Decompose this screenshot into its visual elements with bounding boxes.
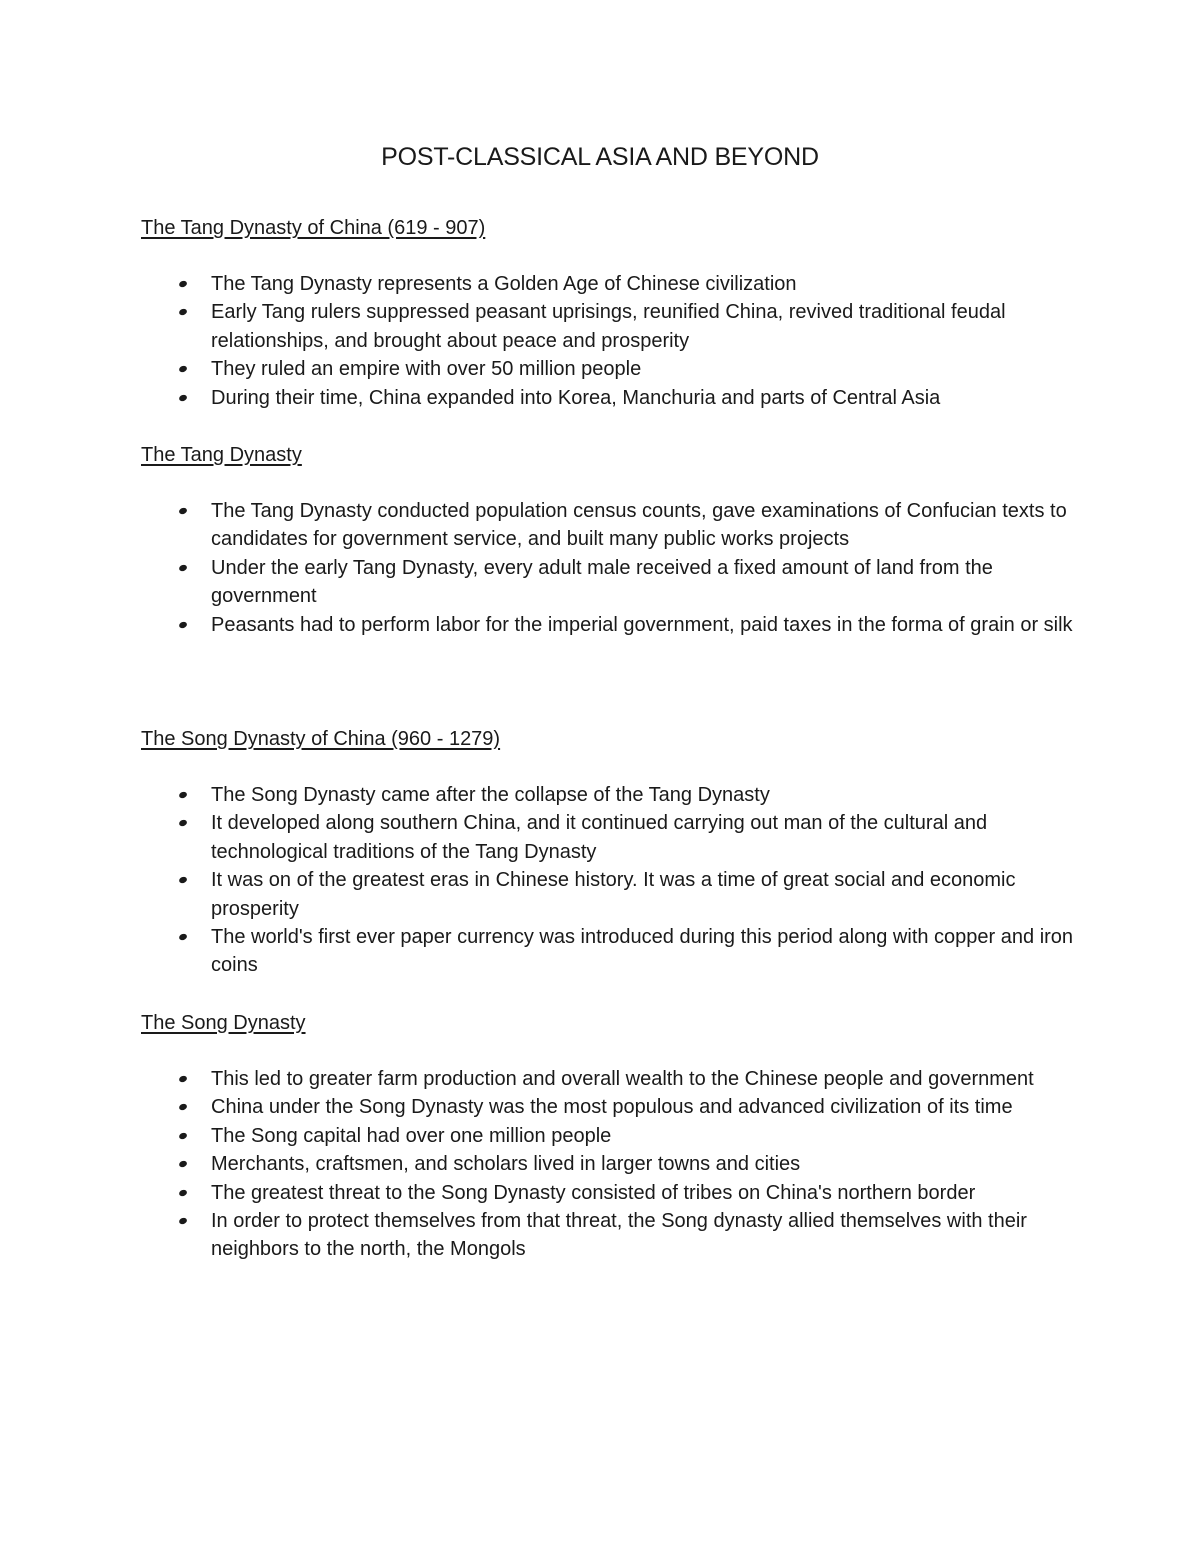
list-item	[141, 355, 1081, 383]
list-item	[141, 923, 1081, 980]
list-item	[141, 298, 1081, 355]
list-item-text: The Song capital had over one million people	[211, 1124, 612, 1147]
bullet-icon	[178, 280, 188, 288]
section-heading: The Tang Dynasty	[141, 444, 302, 466]
list-item	[141, 781, 1081, 809]
list-item	[141, 497, 1081, 554]
bullet-icon	[178, 1132, 188, 1140]
page-title: POST-CLASSICAL ASIA AND BEYOND	[381, 143, 819, 171]
list-item-text: Early Tang rulers suppressed peasant uprisings, reunified China, revived traditional feudal relationships, and brought about peace and prosperity	[211, 301, 1006, 352]
list-item-text: Peasants had to perform labor for the imperial government, paid taxes in the forma of grain or silk	[211, 613, 1073, 636]
list-item-text: Under the early Tang Dynasty, every adult male received a fixed amount of land from the government	[211, 556, 993, 608]
list-item-text: The world's first ever paper currency was introduced during this period along with copper and iron coins	[211, 926, 1074, 977]
bullet-icon	[178, 819, 188, 827]
section-tang-dynasty-of-china	[141, 214, 1081, 412]
bullet-icon	[178, 393, 188, 401]
bullet-icon	[178, 620, 188, 628]
list-item-text: The Song Dynasty came after the collapse of the Tang Dynasty	[211, 784, 770, 806]
list-item	[141, 809, 1081, 866]
list-item	[141, 611, 1081, 639]
list-item-text: It was on of the greatest eras in Chinese history. It was a time of great social and economic prosperity	[211, 869, 1016, 920]
section-song-dynasty	[141, 1009, 1081, 1264]
list-item-text: China under the Song Dynasty was the most populous and advanced civilization of its time	[211, 1096, 1013, 1119]
section-heading: The Song Dynasty	[141, 1012, 306, 1034]
list-item	[141, 1207, 1081, 1264]
list-item	[141, 1122, 1081, 1150]
list-item-text: The Tang Dynasty represents a Golden Age of Chinese civilization	[211, 273, 797, 295]
bullet-icon	[178, 507, 188, 515]
list-item	[141, 1179, 1081, 1207]
list-item-text: In order to protect themselves from that threat, the Song dynasty allied themselves with their neighbors to the north, the Mongols	[211, 1210, 1027, 1261]
bullet-icon	[178, 791, 188, 799]
list-item-text: The Tang Dynasty conducted population census counts, gave examinations of Confucian texts to candidates for government service, and built many public works projects	[211, 500, 1067, 551]
section-heading: The Tang Dynasty of China (619 - 907)	[141, 217, 486, 239]
bullet-icon	[178, 876, 188, 884]
bullet-icon	[178, 1103, 188, 1111]
list-item	[141, 554, 1081, 611]
list-item-text: They ruled an empire with over 50 million people	[211, 358, 642, 381]
bullet-icon	[178, 365, 188, 373]
list-item-text: Merchants, craftsmen, and scholars lived in larger towns and cities	[211, 1153, 801, 1176]
section-heading: The Song Dynasty of China (960 - 1279)	[141, 728, 501, 750]
bullet-list	[141, 270, 1081, 412]
list-item	[141, 1150, 1081, 1178]
bullet-list	[141, 497, 1081, 639]
bullet-icon	[178, 308, 188, 316]
list-item-text: It developed along southern China, and it continued carrying out man of the cultural and technological traditions of the Tang Dynasty	[211, 812, 988, 863]
bullet-icon	[178, 1075, 188, 1083]
bullet-list	[141, 1065, 1081, 1264]
bullet-icon	[178, 1217, 188, 1225]
list-item-text: The greatest threat to the Song Dynasty consisted of tribes on China's northern border	[211, 1181, 976, 1204]
bullet-icon	[178, 1160, 188, 1168]
list-item	[141, 866, 1081, 923]
list-item	[141, 1093, 1081, 1121]
list-item	[141, 270, 1081, 298]
bullet-list	[141, 781, 1081, 980]
bullet-icon	[178, 564, 188, 572]
bullet-icon	[178, 933, 188, 941]
section-song-dynasty-of-china	[141, 725, 1081, 980]
list-item-text: During their time, China expanded into Korea, Manchuria and parts of Central Asia	[211, 386, 941, 409]
list-item-text: This led to greater farm production and overall wealth to the Chinese people and government	[211, 1068, 1034, 1090]
list-item	[141, 384, 1081, 412]
bullet-icon	[178, 1188, 188, 1196]
section-tang-dynasty	[141, 441, 1081, 639]
list-item	[141, 1065, 1081, 1093]
